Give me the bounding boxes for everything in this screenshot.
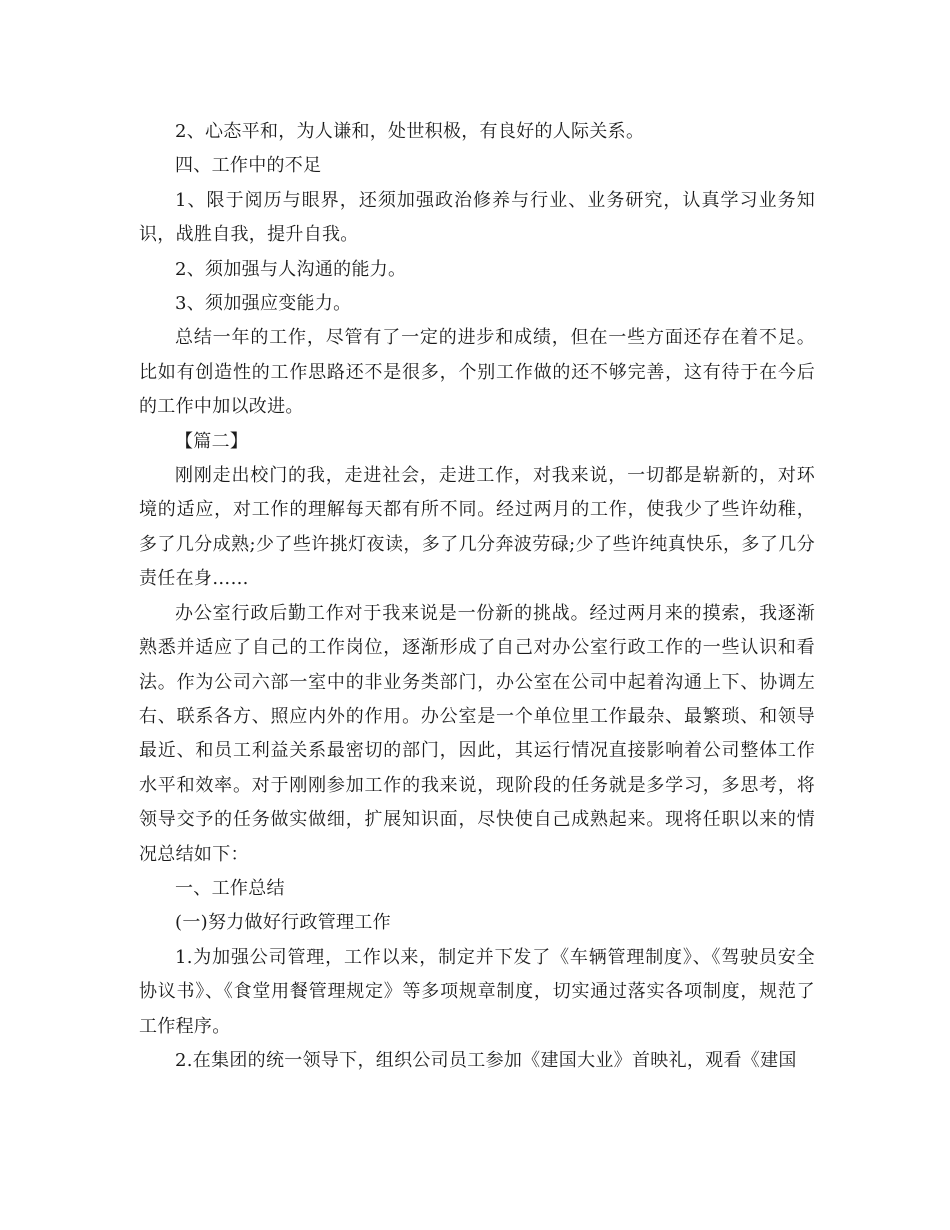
section-heading-shortcomings: 四、工作中的不足 [175, 155, 322, 177]
paragraph-office-work: 办公室行政后勤工作对于我来说是一份新的挑战。经过两月来的摸索，我逐渐熟悉并适应了自己的工作岗位，逐渐形成了自己对办公室行政工作的一些认识和看法。作为公司六部一室中的非业务类部门，办公室在公司中起着沟通上下、协调左右、联系各方、照应内外的作用。办公室是一个单位里工作最杂、最繁琐、和领导最近、和员工利益关系最密切的部门，因此，其运行情况直接影响着公司整体工作水平和效率。对于刚刚参加工作的我来说，现阶段的任务就是多学习，多思考，将领导交予的任务做实做细，扩展知识面，尽快使自己成熟起来。现将任职以来的情况总结如下： [139, 602, 815, 865]
paragraph-group-activities: 2.在集团的统一领导下，组织公司员工参加《建国大业》首映礼，观看《建国 [175, 1049, 797, 1071]
subsection-heading-admin-management: (一)努力做好行政管理工作 [175, 912, 391, 934]
paragraph-item-2-communication: 2、须加强与人沟通的能力。 [175, 258, 407, 280]
paragraph-rules-regulations: 1.为加强公司管理，工作以来，制定并下发了《车辆管理制度》、《驾驶员安全协议书》、《食堂用餐管理规定》等多项规章制度，切实通过落实各项制度，规范了工作程序。 [139, 946, 815, 1037]
paragraph-new-graduate: 刚刚走出校门的我，走进社会，走进工作，对我来说，一切都是崭新的，对环境的适应，对工作的理解每天都有所不同。经过两月的工作，使我少了些许幼稚，多了几分成熟;少了些许挑灯夜读，多了几分奔波劳碌;少了些许纯真快乐，多了几分责任在身…… [139, 465, 815, 590]
paragraph-item-3-adaptability: 3、须加强应变能力。 [175, 293, 352, 315]
section-heading-part-two: 【篇二】 [175, 430, 249, 452]
paragraph-item-2-attitude: 2、心态平和，为人谦和，处世积极，有良好的人际关系。 [175, 121, 645, 142]
paragraph-annual-summary: 总结一年的工作，尽管有了一定的进步和成绩，但在一些方面还存在着不足。比如有创造性的工作思路还不是很多，个别工作做的还不够完善，这有待于在今后的工作中加以改进。 [139, 327, 815, 418]
section-heading-work-summary: 一、工作总结 [175, 877, 285, 899]
paragraph-item-1-study: 1、限于阅历与眼界，还须加强政治修养与行业、业务研究，认真学习业务知识，战胜自我，提升自我。 [139, 189, 815, 246]
document-body [139, 115, 815, 1078]
